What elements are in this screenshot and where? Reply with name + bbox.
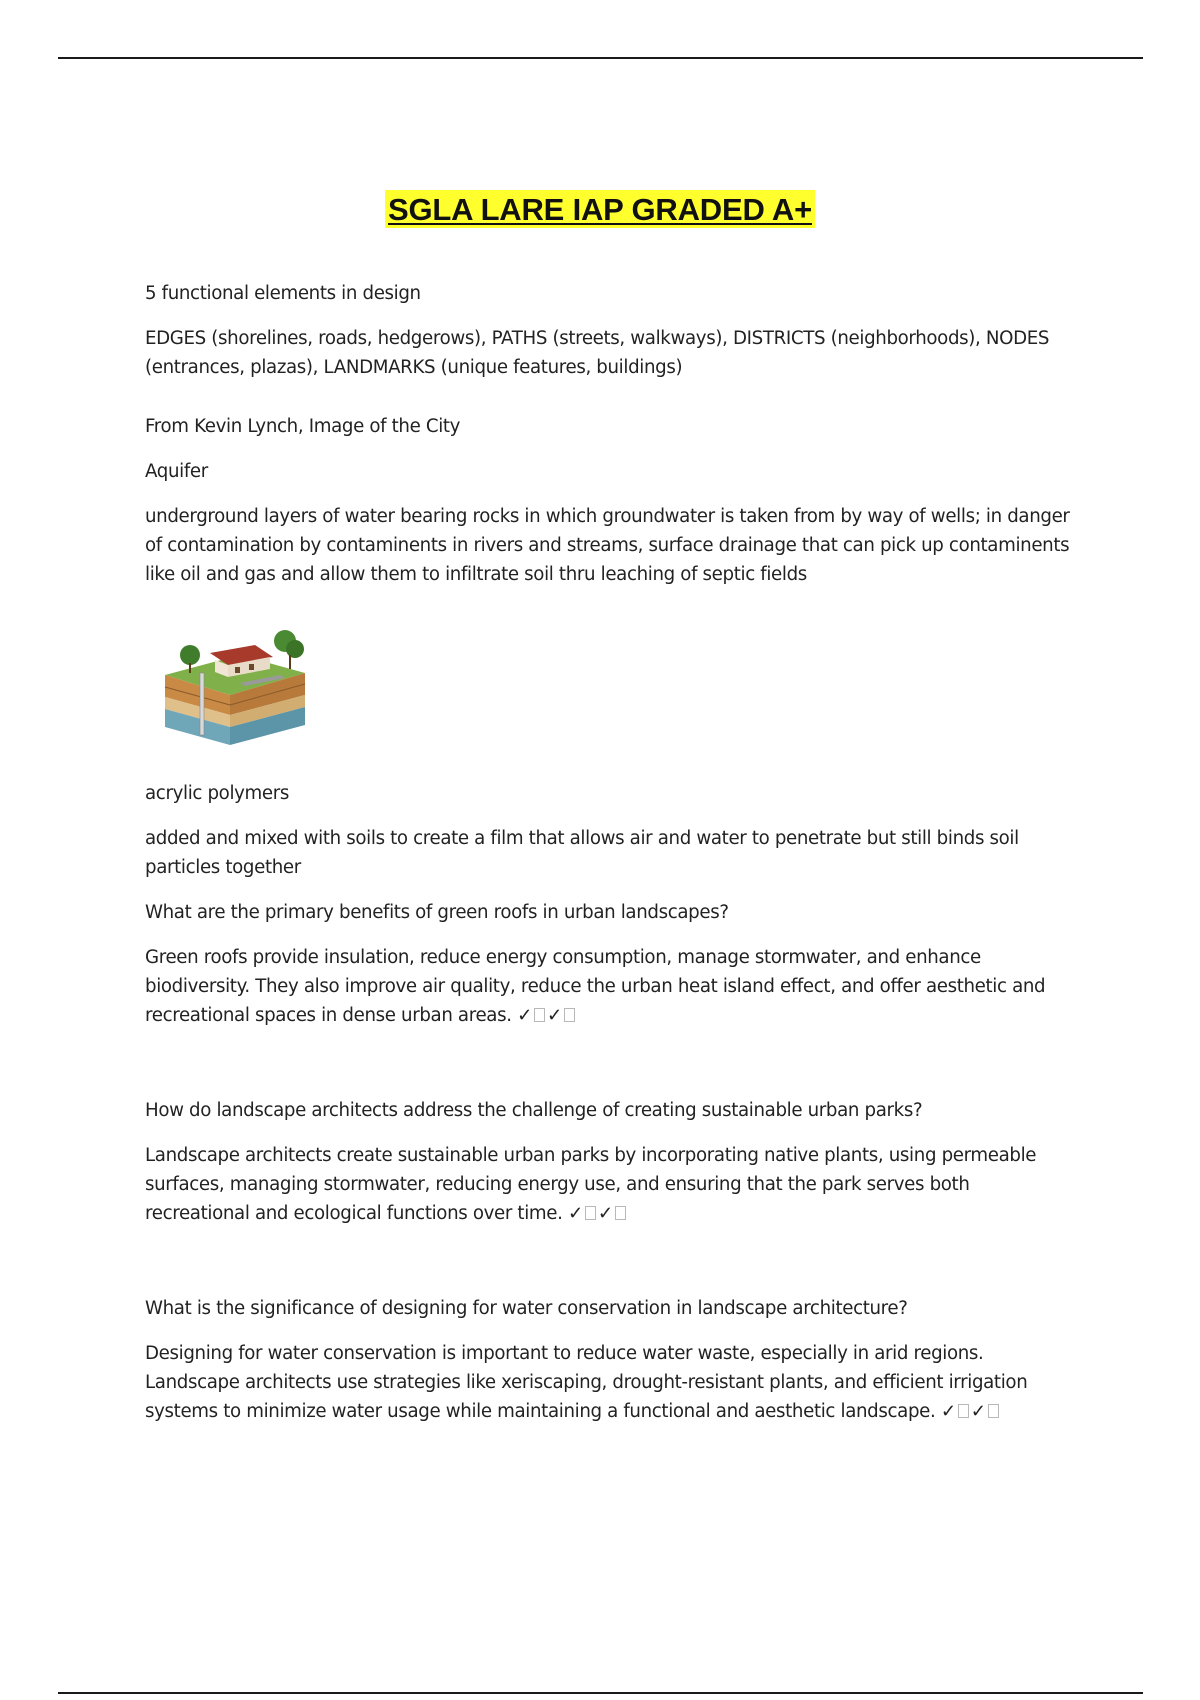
check-icon: ✓ bbox=[546, 1005, 562, 1026]
document-title: SGLA LARE IAP GRADED A+ bbox=[385, 190, 815, 228]
answer-water-conservation-text: Designing for water conservation is important to reduce water waste, especially in arid regions. Landscape architects use strategies like xeriscaping, drought-resistant plants, and efficient irrigation systems to minimize water usage while maintaining a functional and aesthetic landscape. bbox=[145, 1343, 1028, 1422]
empty-box-icon bbox=[585, 1206, 596, 1220]
aquifer-illustration bbox=[145, 605, 315, 755]
check-icon: ✓ bbox=[970, 1401, 986, 1422]
empty-box-icon bbox=[958, 1404, 969, 1418]
answer-sustainable-parks-marks bbox=[568, 1203, 628, 1224]
definition-functional-elements: EDGES (shorelines, roads, hedgerows), PATHS (streets, walkways), DISTRICTS (neighborhoods), NODES (entrances, plazas), LANDMARKS (unique features, buildings) bbox=[145, 328, 1050, 378]
title-container bbox=[0, 190, 1200, 228]
top-rule bbox=[58, 57, 1143, 59]
citation-kevin-lynch: From Kevin Lynch, Image of the City bbox=[145, 416, 461, 437]
answer-green-roofs-text: Green roofs provide insulation, reduce energy consumption, manage stormwater, and enhance biodiversity. They also improve air quality, reduce the urban heat island effect, and offer aesthetic and recreational spaces in dense urban areas. bbox=[145, 947, 1046, 1026]
check-icon: ✓ bbox=[567, 1203, 583, 1224]
empty-box-icon bbox=[615, 1206, 626, 1220]
definition-aquifer: underground layers of water bearing rocks in which groundwater is taken from by way of wells; in danger of contamination by contaminents in rivers and streams, surface drainage that can pick up contaminents like oil and gas and allow them to infiltrate soil thru leaching of septic fields bbox=[145, 506, 1070, 585]
definition-acrylic-polymers: added and mixed with soils to create a film that allows air and water to penetrate but still binds soil particles together bbox=[145, 828, 1019, 878]
answer-green-roofs-marks bbox=[517, 1005, 577, 1026]
answer-green-roofs bbox=[145, 943, 1075, 1030]
term-aquifer: Aquifer bbox=[145, 461, 208, 482]
term-functional-elements: 5 functional elements in design bbox=[145, 283, 421, 304]
check-icon: ✓ bbox=[517, 1005, 532, 1026]
answer-water-conservation bbox=[145, 1339, 1075, 1426]
question-sustainable-parks: How do landscape architects address the challenge of creating sustainable urban parks? bbox=[145, 1100, 923, 1121]
bottom-rule bbox=[58, 1692, 1143, 1694]
answer-sustainable-parks-text: Landscape architects create sustainable urban parks by incorporating native plants, using permeable surfaces, managing stormwater, reducing energy use, and ensuring that the park serves both recreational and ecological functions over time. bbox=[145, 1145, 1037, 1224]
answer-water-conservation-marks bbox=[941, 1401, 1001, 1422]
empty-box-icon bbox=[534, 1008, 545, 1022]
check-icon: ✓ bbox=[597, 1203, 613, 1224]
question-water-conservation: What is the significance of designing for water conservation in landscape architecture? bbox=[145, 1298, 908, 1319]
empty-box-icon bbox=[988, 1404, 999, 1418]
check-icon: ✓ bbox=[940, 1401, 956, 1422]
question-green-roofs: What are the primary benefits of green roofs in urban landscapes? bbox=[145, 902, 729, 923]
aquifer-cross-section-icon bbox=[145, 605, 315, 755]
term-acrylic-polymers: acrylic polymers bbox=[145, 783, 290, 804]
answer-sustainable-parks bbox=[145, 1141, 1075, 1228]
empty-box-icon bbox=[564, 1008, 575, 1022]
